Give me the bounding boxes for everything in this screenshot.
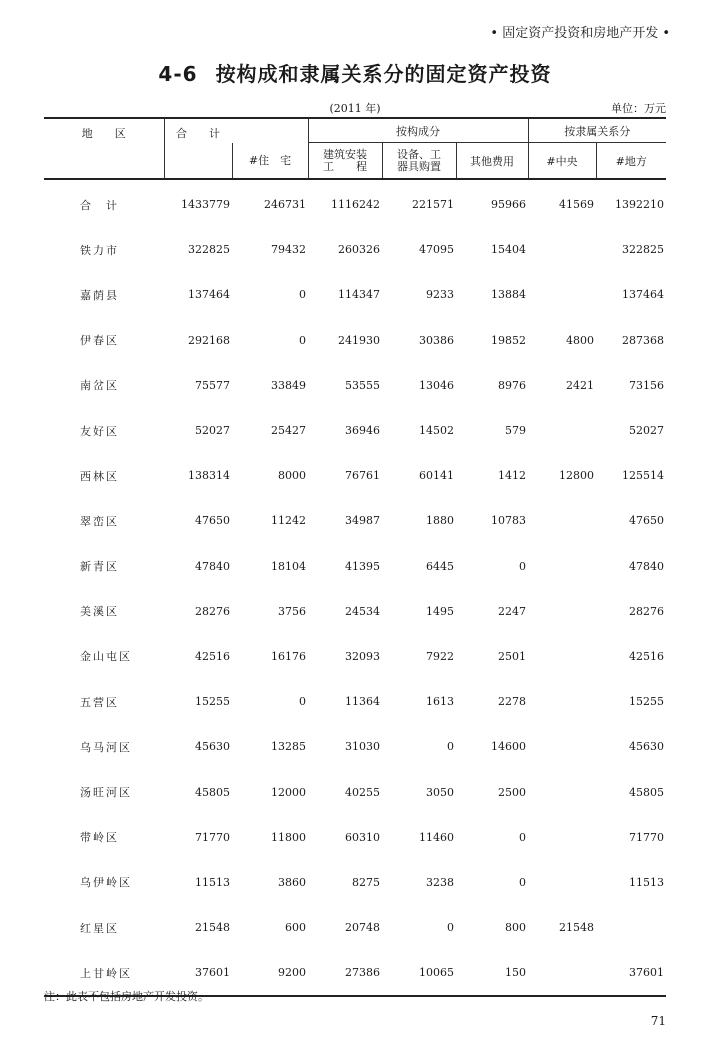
- cell-other: 2501: [498, 649, 526, 663]
- cell-total: 42516: [195, 649, 230, 663]
- cell-construction: 41395: [345, 559, 380, 573]
- cell-equipment: 0: [447, 921, 454, 935]
- cell-region: 上甘岭区: [44, 950, 164, 996]
- cell-total: 45805: [195, 785, 230, 799]
- cell-construction: 8275: [352, 875, 380, 889]
- cell-residential: 0: [299, 333, 306, 347]
- cell-local: 42516: [629, 649, 664, 663]
- cell-local: 322825: [622, 243, 664, 257]
- cell-equipment: 1613: [426, 695, 454, 709]
- cell-total: 322825: [188, 243, 230, 257]
- cell-region: 翠峦区: [80, 514, 119, 528]
- page-number: 71: [650, 1014, 666, 1028]
- cell-other: 579: [505, 424, 526, 438]
- cell-equipment: 1880: [426, 514, 454, 528]
- cell-region: 嘉荫县: [80, 288, 119, 302]
- table-row: [44, 227, 666, 272]
- cell-other: 0: [519, 559, 526, 573]
- table-note: 注：此表不包括房地产开发投资。: [44, 990, 209, 1003]
- cell-local: [596, 905, 666, 950]
- cell-residential: 3860: [278, 875, 306, 889]
- cell-local: 137464: [622, 288, 664, 302]
- table-row: [44, 724, 666, 769]
- header-local: #地方: [596, 143, 666, 180]
- cell-equipment: 30386: [419, 333, 454, 347]
- cell-total: 52027: [195, 424, 230, 438]
- cell-other: 2278: [498, 695, 526, 709]
- cell-total: 71770: [195, 830, 230, 844]
- table-row: [44, 544, 666, 589]
- cell-local: 73156: [629, 378, 664, 392]
- cell-other: 95966: [491, 198, 526, 212]
- cell-residential: 246731: [264, 198, 306, 212]
- cell-equipment: 9233: [426, 288, 454, 302]
- investment-table: [44, 117, 666, 997]
- cell-equipment: 3238: [426, 875, 454, 889]
- cell-other: 1412: [498, 469, 526, 483]
- cell-region: 美溪区: [80, 605, 119, 619]
- cell-residential: 8000: [278, 469, 306, 483]
- cell-equipment: 7922: [426, 649, 454, 663]
- cell-local: 37601: [596, 950, 666, 996]
- cell-region: 红星区: [80, 921, 119, 935]
- header-by-composition: 按构成分: [308, 118, 528, 143]
- cell-local: 125514: [622, 469, 664, 483]
- cell-construction: 32093: [345, 649, 380, 663]
- cell-central: [528, 272, 596, 317]
- cell-region: 伊春区: [80, 334, 119, 348]
- header-residential: #住 宅: [232, 143, 308, 180]
- cell-construction: 11364: [345, 695, 380, 709]
- cell-other: 15404: [491, 243, 526, 257]
- cell-construction: 40255: [345, 785, 380, 799]
- cell-construction: 241930: [338, 333, 380, 347]
- cell-total: 292168: [188, 333, 230, 347]
- cell-total: 47840: [195, 559, 230, 573]
- cell-residential: 0: [299, 288, 306, 302]
- cell-residential: 25427: [271, 424, 306, 438]
- cell-other: 14600: [491, 740, 526, 754]
- cell-other: 800: [505, 921, 526, 935]
- cell-total: 1433779: [181, 198, 230, 212]
- cell-local: 28276: [629, 604, 664, 618]
- cell-region: 南岔区: [80, 379, 119, 393]
- table-row: [44, 408, 666, 453]
- cell-central: [528, 634, 596, 679]
- cell-residential: 16176: [271, 649, 306, 663]
- cell-central: [528, 227, 596, 272]
- cell-region: 乌马河区: [80, 740, 132, 754]
- cell-total: 37601: [164, 950, 232, 996]
- cell-residential: 33849: [271, 378, 306, 392]
- table-number: 4-6: [158, 62, 198, 86]
- header-total: 合 计: [164, 118, 232, 179]
- cell-residential: 9200: [232, 950, 308, 996]
- table-row: [44, 363, 666, 408]
- cell-other: 2247: [498, 604, 526, 618]
- cell-residential: 11800: [271, 830, 306, 844]
- cell-construction: 1116242: [331, 198, 380, 212]
- cell-local: 1392210: [615, 198, 664, 212]
- unit-label: 单位：万元: [611, 102, 666, 115]
- cell-local: 45805: [629, 785, 664, 799]
- cell-equipment: 221571: [412, 198, 454, 212]
- cell-other: 0: [519, 875, 526, 889]
- cell-construction: 20748: [345, 921, 380, 935]
- cell-region: 汤旺河区: [80, 786, 132, 800]
- cell-central: 4800: [566, 333, 594, 347]
- header-region: 地 区: [44, 118, 164, 179]
- cell-equipment: 47095: [419, 243, 454, 257]
- cell-other: 8976: [498, 378, 526, 392]
- cell-region: 新青区: [80, 560, 119, 574]
- cell-region: 铁力市: [80, 243, 119, 257]
- table-row: [44, 318, 666, 363]
- cell-total: 138314: [188, 469, 230, 483]
- cell-residential: 13285: [271, 740, 306, 754]
- cell-equipment: 10065: [382, 950, 456, 996]
- cell-equipment: 14502: [419, 424, 454, 438]
- header-construction: 建筑安装 工 程: [308, 143, 382, 180]
- cell-construction: 27386: [308, 950, 382, 996]
- table-row: [44, 272, 666, 317]
- cell-equipment: 0: [447, 740, 454, 754]
- header-central: #中央: [528, 143, 596, 180]
- cell-central: [528, 679, 596, 724]
- cell-equipment: 13046: [419, 378, 454, 392]
- table-row: [44, 589, 666, 634]
- cell-central: [528, 498, 596, 543]
- cell-region: 合 计: [80, 198, 119, 212]
- table-title: 按构成和隶属关系分的固定资产投资: [215, 62, 552, 86]
- cell-other: 150: [456, 950, 528, 996]
- cell-total: 75577: [195, 378, 230, 392]
- cell-construction: 31030: [345, 740, 380, 754]
- cell-local: 71770: [629, 830, 664, 844]
- year-label: (2011 年): [329, 102, 381, 115]
- cell-residential: 79432: [271, 243, 306, 257]
- table-row: [44, 815, 666, 860]
- table-row: [44, 905, 666, 950]
- cell-construction: 24534: [345, 604, 380, 618]
- table-row: [44, 860, 666, 905]
- cell-equipment: 6445: [426, 559, 454, 573]
- header-by-affiliation: 按隶属关系分: [528, 118, 666, 143]
- cell-central: [528, 860, 596, 905]
- cell-construction: 36946: [345, 424, 380, 438]
- page-title: [0, 58, 710, 87]
- table-row: [44, 769, 666, 814]
- cell-total: 11513: [195, 875, 230, 889]
- cell-total: 137464: [188, 288, 230, 302]
- cell-equipment: 11460: [419, 830, 454, 844]
- cell-construction: 114347: [338, 288, 380, 302]
- cell-region: 五营区: [80, 695, 119, 709]
- cell-central: [528, 950, 596, 996]
- cell-local: 15255: [629, 695, 664, 709]
- cell-local: 47650: [629, 514, 664, 528]
- cell-central: [528, 544, 596, 589]
- cell-total: 15255: [195, 695, 230, 709]
- cell-local: 45630: [629, 740, 664, 754]
- cell-equipment: 1495: [426, 604, 454, 618]
- cell-central: [528, 589, 596, 634]
- cell-region: 西林区: [80, 469, 119, 483]
- cell-other: 0: [519, 830, 526, 844]
- cell-central: 21548: [559, 921, 594, 935]
- cell-construction: 76761: [345, 469, 380, 483]
- cell-region: 友好区: [80, 424, 119, 438]
- cell-other: 10783: [491, 514, 526, 528]
- cell-central: [528, 408, 596, 453]
- cell-region: 乌伊岭区: [80, 876, 132, 890]
- cell-construction: 53555: [345, 378, 380, 392]
- table-row: [44, 453, 666, 498]
- cell-local: 11513: [629, 875, 664, 889]
- cell-local: 52027: [629, 424, 664, 438]
- cell-construction: 34987: [345, 514, 380, 528]
- cell-construction: 60310: [345, 830, 380, 844]
- cell-central: [528, 724, 596, 769]
- cell-central: [528, 815, 596, 860]
- cell-central: 2421: [566, 378, 594, 392]
- table-row: [44, 179, 666, 227]
- cell-equipment: 60141: [419, 469, 454, 483]
- cell-residential: 3756: [278, 604, 306, 618]
- cell-region: 带岭区: [80, 831, 119, 845]
- cell-central: [528, 769, 596, 814]
- running-header: • 固定资产投资和房地产开发 •: [490, 26, 670, 41]
- cell-central: 12800: [559, 469, 594, 483]
- cell-local: 287368: [622, 333, 664, 347]
- table-row: [44, 679, 666, 724]
- cell-total: 28276: [195, 604, 230, 618]
- cell-region: 金山屯区: [80, 650, 132, 664]
- cell-central: 41569: [559, 198, 594, 212]
- cell-total: 47650: [195, 514, 230, 528]
- cell-local: 47840: [629, 559, 664, 573]
- cell-residential: 0: [299, 695, 306, 709]
- cell-equipment: 3050: [426, 785, 454, 799]
- cell-construction: 260326: [338, 243, 380, 257]
- header-other: 其他费用: [456, 143, 528, 180]
- cell-residential: 18104: [271, 559, 306, 573]
- cell-residential: 12000: [271, 785, 306, 799]
- cell-other: 13884: [491, 288, 526, 302]
- cell-total: 21548: [195, 921, 230, 935]
- cell-residential: 11242: [271, 514, 306, 528]
- cell-other: 2500: [498, 785, 526, 799]
- table-row: [44, 498, 666, 543]
- header-equipment: 设备、工 器具购置: [382, 143, 456, 180]
- table-row: [44, 634, 666, 679]
- cell-other: 19852: [491, 333, 526, 347]
- cell-total: 45630: [195, 740, 230, 754]
- cell-residential: 600: [285, 921, 306, 935]
